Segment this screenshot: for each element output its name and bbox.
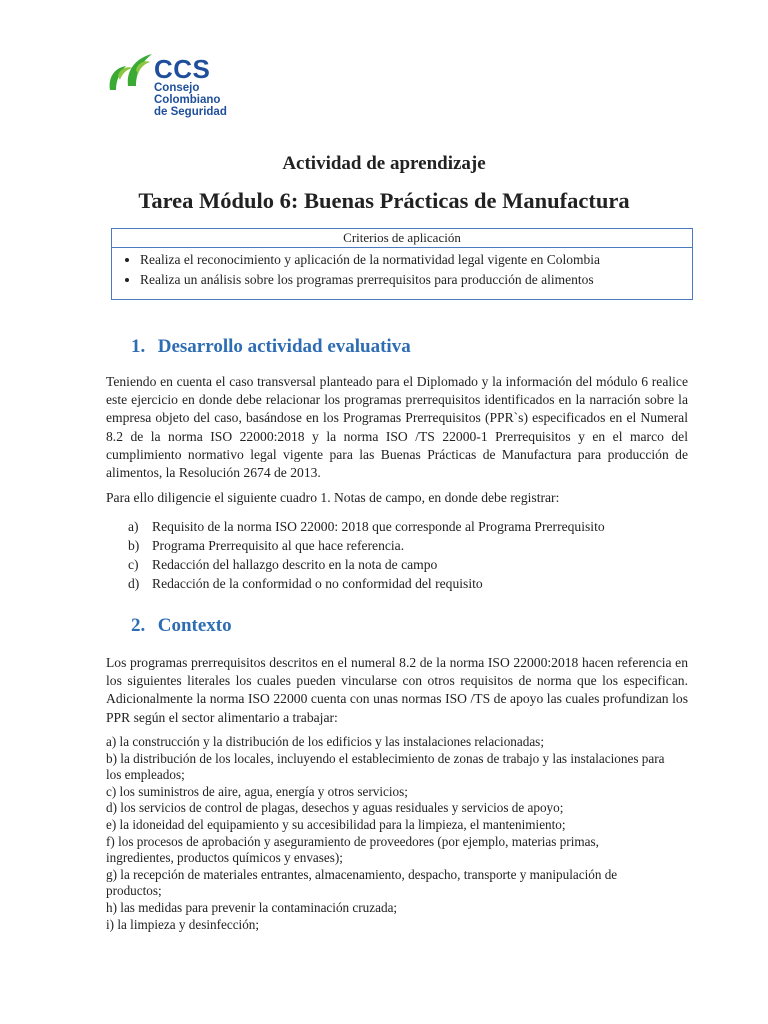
section1-list: [128, 517, 688, 593]
section2-title: Contexto: [157, 615, 232, 636]
logo-line1: Consejo Colombiano: [154, 82, 221, 106]
criteria-header: Criterios de aplicación: [112, 229, 692, 248]
literal-item: b) la distribución de los locales, incluyendo el establecimiento de zonas de trabajo y las instalaciones para los empleados;: [106, 750, 665, 783]
section2-paragraph: Los programas prerrequisitos descritos en el numeral 8.2 de la norma ISO 22000:2018 hacen referencia en los siguientes literales los cuales pueden vincularse con otros requisitos de norma que los especifican. Adicionalmente la norma ISO 22000 cuenta con unas normas ISO /TS de apoyo las cuales profundizan los PPR según el sector alimentario a trabajar:: [106, 655, 688, 725]
literal-item: i) la limpieza y desinfección;: [106, 916, 260, 932]
module-title: Tarea Módulo 6: Buenas Prácticas de Manufactura: [138, 188, 630, 213]
literal-item: e) la idoneidad del equipamiento y su accesibilidad para la limpieza, el mantenimiento;: [106, 816, 566, 832]
literal-item: f) los procesos de aprobación y aseguramiento de proveedores (por ejemplo, materias primas, ingredientes, productos químicos y envases);: [106, 833, 599, 866]
list-item: [128, 536, 688, 555]
ccs-logo: [106, 48, 266, 118]
logo-name: CCS: [154, 54, 211, 84]
list-text: Programa Prerrequisito al que hace referencia.: [152, 538, 405, 553]
literal-item: c) los suministros de aire, agua, energía y otros servicios;: [106, 783, 408, 799]
list-item: [128, 574, 688, 593]
logo-text: [154, 56, 266, 118]
list-marker: c): [128, 557, 139, 572]
section1-instruction: Para ello diligencie el siguiente cuadro 1. Notas de campo, en donde debe registrar:: [106, 490, 560, 505]
literal-item: a) la construcción y la distribución de los edificios y las instalaciones relacionadas;: [106, 734, 544, 749]
literal-item: d) los servicios de control de plagas, desechos y aguas residuales y servicios de apoyo;: [106, 800, 564, 816]
ccs-leaf-icon: [106, 50, 154, 94]
section2-heading: [131, 615, 232, 637]
list-item: [128, 555, 688, 574]
criteria-list: [112, 250, 692, 290]
list-text: Requisito de la norma ISO 22000: 2018 que corresponde al Programa Prerrequisito: [152, 519, 605, 534]
list-text: Redacción de la conformidad o no conformidad del requisito: [152, 576, 483, 591]
activity-title: Actividad de aprendizaje: [282, 153, 486, 174]
list-marker: a): [128, 519, 139, 534]
criteria-item: • Realiza un análisis sobre los programas prerrequisitos para producción de alimentos: [140, 270, 692, 290]
section1-paragraph: Teniendo en cuenta el caso transversal planteado para el Diplomado y la información del módulo 6 realice este ejercicio en donde debe relacionar los programas prerrequisitos identificados en la narración sobre la empresa objeto del caso, basándose en los Programas Prerrequisitos (PPR`s) especificados en el Numeral 8.2 de la norma ISO 22000:2018 y la norma ISO /TS 22000-1 Prerrequisitos y en el marco del cumplimiento normativo legal vigente para las Buenas Prácticas de Manufactura para producción de alimentos, la Resolución 2674 de 2013.: [106, 374, 688, 481]
logo-line2: de Seguridad: [154, 106, 227, 118]
literals-list: [106, 734, 666, 933]
section1-heading: [131, 336, 411, 358]
section1-number: 1.: [131, 336, 146, 357]
criteria-box: [111, 228, 693, 300]
list-item: [128, 517, 688, 536]
literal-item: h) las medidas para prevenir la contaminación cruzada;: [106, 899, 398, 915]
section2-number: 2.: [131, 615, 146, 636]
criteria-item: • Realiza el reconocimiento y aplicación de la normatividad legal vigente en Colombia: [140, 250, 692, 270]
list-marker: d): [128, 576, 140, 591]
section1-title: Desarrollo actividad evaluativa: [157, 336, 411, 357]
list-marker: b): [128, 538, 140, 553]
list-text: Redacción del hallazgo descrito en la nota de campo: [152, 557, 438, 572]
literal-item: g) la recepción de materiales entrantes, almacenamiento, despacho, transporte y manipulación de productos;: [106, 866, 618, 899]
